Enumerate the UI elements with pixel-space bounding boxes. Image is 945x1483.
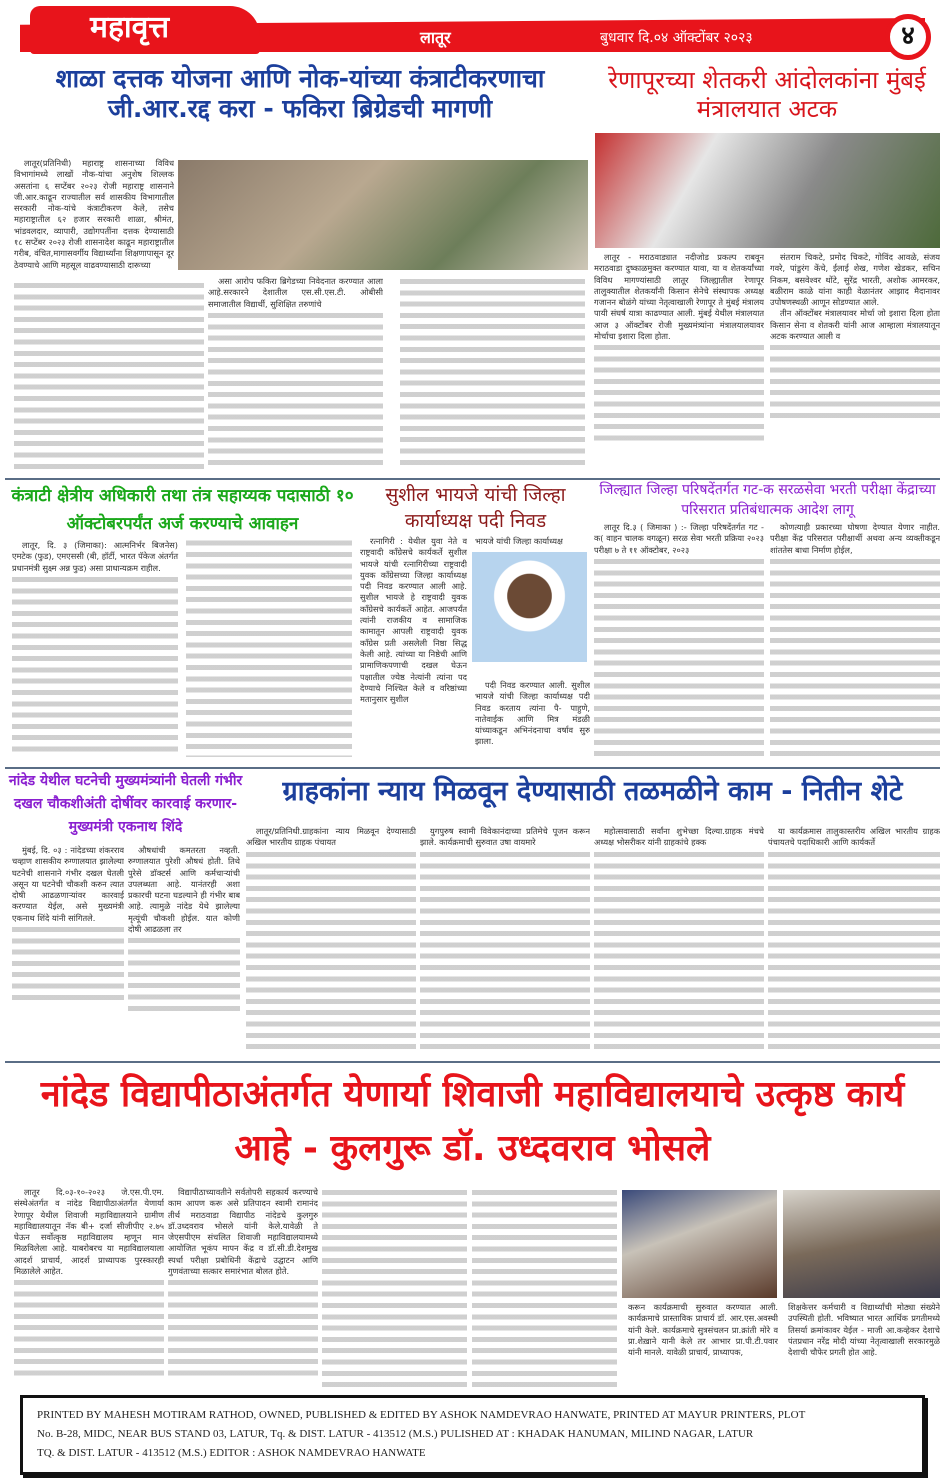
- article-text: [14, 1277, 164, 1377]
- article-body: [12, 540, 352, 762]
- photo-caption: करून कार्यक्रमाची सुरुवात करण्यात आली. कार्यक्रमाचे प्रास्ताविक प्राचार्य डॉ. आर.एस.अवस्थी यांनी केले. कार्यक्रमाचे सुत्रसंचलन प्रा.क्रांती मोरे व प्रा.शेख़ाने यानी केले तर आभार प्रा.पी.टी.पवार यांनी मानले. यावेळी प्राचार्य, प्राध्यापक,: [628, 1302, 778, 1358]
- paragraph: पदी निवड करण्यात आली. सुशील भायजे यांची जिल्हा कार्याध्यक्ष पदी निवड करताय त्यांना पै- पाहुणे, नातेवाईक आणि मित्र मंडळी यांच्याकडून अभिनंदनाचा वर्षाव सुरु झाला.: [475, 680, 590, 747]
- paragraph: लातूर, दि. ३ (जिमाका): आत्मनिर्भर बिजनेस) एमटेक (फुड), एमएससी (बी, हॉर्टी, भारत पॅकेज अंतर्गत प्रधानमंत्री सुक्ष्म अन्न फुड) असा प्राधान्यक्रम राहील.: [12, 540, 178, 573]
- protest-photo: [178, 160, 588, 270]
- headline-shala: शाळा दत्तक योजना आणि नोक-यांच्या कंत्राटीकरणाचा जी.आर.रद्द करा - फकिरा ब्रिग्रेडची मागणी: [55, 64, 545, 123]
- article-text: [12, 924, 124, 1004]
- article-text: [770, 556, 940, 756]
- paragraph: लातूर/प्रतिनिधी.ग्राहकांना न्याय मिळवून देण्यासाठी अखिल भारतीय ग्राहक पंचायत: [246, 826, 416, 848]
- headline-sushil: सुशील भायजे यांची जिल्हा कार्याध्यक्ष पदी निवड: [385, 484, 566, 532]
- imprint-line: PRINTED BY MAHESH MOTIRAM RATHOD, OWNED, PUBLISHED & EDITED BY ASHOK NAMDEVRAO HANWATE, PRINTED AT MAYUR PRINTERS, PLOT: [37, 1409, 806, 1421]
- headline-shivaji: नांदेड विद्यापीठाअंतर्गत येणार्या शिवाजी महाविद्यालयाचे उत्कृष्ठ कार्य आहे - कुलगुरू डॉ. उध्दवराव भोसले: [40, 1074, 905, 1169]
- paragraph: लातूर(प्रतिनिधी) महाराष्ट्र शासनाच्या विविध विभागांमध्ये लाखों नौक-यांचा अनुशेष शिल्लक असतांना ६ सप्टेंबर २०२३ रोजी महाराष्ट्र शासनाने जी.आर.काढून राज्यातील सर्व शासकीय विभागातील सरकारी नोक-यांचे कंत्राटीकरण केले, तसेच महाराष्ट्रातील ६२ हजार सरकारी शाळा, श्रीमंत, भांडवलदार, व्यापारी, उद्योगपतींना दत्तक देण्यासाठी १८ सप्टेंबर २०२३ रोजी शासनादेश काढून महाराष्ट्रातील गरीब, वंचित,मागासवर्गीय विद्यार्थ्यांना शिक्षणापासून दूर ठेवण्याचे आणि महसूल वाढवण्यासाठी दारूच्या: [14, 158, 174, 270]
- article-text: [472, 1187, 617, 1387]
- imprint-line: TQ. & DIST. LATUR - 413512 (M.S.) EDITOR : ASHOK NAMDEVRAO HANWATE: [37, 1447, 426, 1459]
- date: बुधवार दि.०४ ऑक्टोंबर २०२३: [600, 30, 753, 46]
- article-text: [770, 342, 940, 422]
- paragraph: औषधांची कमतरता नव्हती. रुग्णालयात पुरेशी औषधं होती. तिथे पुरेसे डॉक्टर्स आणि कर्मचाऱ्यांची उपलब्धता आहे. यानंतरही अशा प्रकारची घटना घडल्याने ही गंभीर बाब आहे. त्यामुळे नांदेड येथे झालेल्या मृत्यूंची चौकशी होईल. यात कोणी दोषी आढळला तर: [128, 845, 240, 935]
- article-text: [14, 280, 204, 470]
- city: लातूर: [420, 28, 451, 47]
- article-body: [14, 1187, 164, 1392]
- paragraph: रत्नागिरी : येथील युवा नेते व राष्ट्रवादी काँग्रेसचे कार्यकर्ते सुशील भायजे यांची रत्नागिरीच्या राष्ट्रवादी युवक काँग्रेसच्या जिल्हा कार्याध्यक्ष पदी निवड करण्यात आली आहे. सुशील भायजे हे राष्ट्रवादी युवक काँग्रेसचे कार्यकर्ते आहेत. आजपर्यंत त्यांनी राजकीय व सामाजिक कामातून आपली राष्ट्रवादी युवक काँग्रेस प्रती असलेली निष्ठा सिद्ध केली आहे. त्यांच्या या निष्ठेची आणि प्रामाणिकपणाची दखल घेऊन पक्षातील ज्येष्ठ नेत्यांनी त्यांना पद देण्याचे निश्चित केले व वरिष्ठांच्या मतानुसार सुशील: [360, 536, 467, 705]
- headline-kantrati: कंत्राटी क्षेत्रीय अधिकारी तथा तंत्र सहाय्यक पदासाठी १० ऑक्टोबरपर्यंत अर्ज करण्याचे आवाहन: [11, 486, 354, 534]
- paragraph: महोत्सवासाठी सर्वांना शुभेच्छा दिल्या.ग्राहक मंचचे अध्यक्ष भोसरीकर यांनी ग्राहकांचे हक्क: [594, 826, 764, 848]
- article-body: भायजे यांची जिल्हा कार्याध्यक्ष: [475, 536, 563, 546]
- article-text: [322, 1187, 467, 1387]
- headline-bharti: जिल्ह्यात जिल्हा परिषदेंतर्गत गट-क सरळसेवा भरती परीक्षा केंद्राच्या परिसरात प्रतिबंधात्मक आदेश लागू: [599, 482, 936, 518]
- paragraph: तीन ऑक्टोंबर मंत्रालयावर मोर्चा जो इशारा दिला होता किसान सेना व शेतकरी यांनी आज आम्हाला मंत्रालयातून अटक करण्यात आली व: [770, 308, 940, 342]
- article-text: [768, 849, 940, 1051]
- event-photo: [622, 1190, 777, 1298]
- paragraph: विद्यापीठाच्यावतीने सर्वतोपरी सहकार्य करण्याचे काम आपण करू असे प्रतिपादन स्वामी रामानंद तीर्थ मराठवाडा विद्यापीठ नांदेडचे कुलगुरु डॉ.उध्दवराव भोसले यांनी केले.यावेळी ते जेएसपीएम संचलित शिवाजी महाविद्यालयामध्ये आयोजित भूकंप मापन केंद्र व डॉ.सी.डी.देशमुख स्पर्धा परीक्षा प्रबोधिनी केंद्राचे उद्घाटन आणि गुणवंताच्या सत्कार समारंभात बोलत होते.: [168, 1187, 318, 1277]
- article-text: [128, 935, 240, 1015]
- article-body: [475, 680, 590, 764]
- article-body: [14, 158, 174, 278]
- article-body: [594, 522, 764, 764]
- article-body: [770, 522, 940, 764]
- article-body: [770, 252, 940, 474]
- paragraph: लातूर - मराठवाड्यात नदीजोड प्रकल्प राबवून मराठवाडा दुष्काळमुक्त करण्यात यावा, या व शेतकर्यांच्या विविध मागण्यांसाठी लातूर जिल्ह्यातील रेणापूर तालुक्यातील शेतकर्यांनी किसान सेनेचे संस्थापक अध्यक्ष गजानन बोळंगे यांच्या नेतृत्वाखाली रेणापूर ते मुंबई मंत्रालय पायी संघर्ष यात्रा काढण्यात आली. मुंबई येथील मंत्रालयात आज ३ ऑक्टोंबर रोजी मुख्यमंत्र्यांना मंत्रालयालयावर मोर्चाचा इशारा दिला होता.: [594, 252, 764, 342]
- article-body: [768, 826, 940, 1051]
- paragraph: युगपुरुष स्वामी विवेकानंदाच्या प्रतिमेचे पूजन करून झाले. कार्यक्रमाची सुरुवात उषा वायमारे: [420, 826, 590, 848]
- article-text: [246, 849, 416, 1051]
- audience-photo: [783, 1190, 940, 1298]
- article-body: [360, 536, 467, 762]
- divider: [5, 1061, 940, 1063]
- paragraph: कोणत्याही प्रकारच्या घोषणा देण्यात येणार नाहीत. परीक्षा केंद्र परिसरात परीक्षार्थी अथवा अन्य व्यक्तीकडून शांततेस बाधा निर्माण होईल,: [770, 522, 940, 555]
- paragraph: मुंबई, दि. ०३ : नांदेडच्या शंकरराव चव्हाण शासकीय रुग्णालयात झालेल्या घटनेची शासनाने गंभीर दखल घेतली असून या घटनेची चौकशी करुन त्यात दोषी आढळणाऱ्यांवर कारवाई करण्यात येईल, असे मुख्यमंत्री एकनाथ शिंदे यांनी सांगितले.: [12, 845, 124, 923]
- article-body: [128, 845, 240, 1050]
- article-body: [12, 845, 124, 1050]
- paragraph: असा आरोप फकिरा ब्रिगेडच्या निवेदनात करण्यात आला आहे.सरकारने देशातील एस.सी.एस.टी. ओबीसी समाजातील विद्यार्थी, सुशिक्षित तरुणांचे: [208, 276, 383, 309]
- masthead: महावृत्त: [30, 6, 260, 54]
- article-body: [594, 252, 764, 474]
- farmers-photo: [595, 133, 940, 248]
- article-text: [168, 1277, 318, 1377]
- article-text: [400, 276, 585, 471]
- article-body: [594, 826, 764, 1051]
- headline-nanded: नांदेड येथील घटनेची मुख्यमंत्र्यांनी घेतली गंभीर दखल चौकशीअंती दोषींवर कारवाई करणार-मुख्यमंत्री एकनाथ शिंदे: [8, 773, 243, 835]
- portrait-photo: [472, 552, 587, 662]
- article-text: [594, 342, 764, 442]
- article-text: [208, 310, 383, 470]
- paragraph: लातूर दि.३ ( जिमाका ) :- जिल्हा परिषदेंतर्गत गट - क( वाहन चालक वगळून) सरळ सेवा भरती प्रक्रिया २०२३ परीक्षा ७ ते ११ ऑक्टोबर, २०२३: [594, 522, 764, 555]
- article-body: [420, 826, 590, 1051]
- headline-grahak: ग्राहकांना न्याय मिळवून देण्यासाठी तळमळीने काम - नितीन शेटे: [282, 776, 903, 807]
- divider: [5, 767, 940, 769]
- page-number: ४: [885, 14, 931, 60]
- paragraph: संतराम चिकटे, प्रमोद चिकटे, गोविंद आवळे, संजय गवरे, पांडुरंग केंचे, ईलाई शेख, गणेश खेडकर, सचिन निकम, बसवेश्वर थोंटे, सुरेंद्र भारती, अशोक आमरकर, बळीराम काळे यांना काही वेळानंतर आझाद मैदानावर उपोषणस्थळी आणून सोडण्यात आले.: [770, 252, 940, 308]
- photo-caption: शिक्षकेत्तर कर्मचारी व विद्यार्थ्यांची मोठ्या संख्येने उपस्थिती होती. भविष्यात भारत आर्थिक प्रगतीमध्ये तिसर्या क्रमांकावर येईल - माजी आ.कव्हेकर देशाचे पंतप्रधान नरेंद्र मोदी यांच्या नेतृत्वाखाली सरकारमुळे देशाची चौफेर प्रगती होत आहे.: [788, 1302, 940, 1358]
- headline-renapur: रेणापूरच्या शेतकरी आंदोलकांना मुंबई मंत्रालयात अटक: [608, 66, 926, 123]
- imprint-footer: [20, 1395, 925, 1475]
- paragraph: या कार्यक्रमास तालुकास्तरीय अखिल भारतीय ग्राहक पंचायतचे पदाधिकारी आणि कार्यकर्ते: [768, 826, 940, 848]
- article-text: [594, 556, 764, 756]
- article-body: [246, 826, 416, 1051]
- imprint-line: No. B-28, MIDC, NEAR BUS STAND 03, LATUR, Tq. & DIST. LATUR - 413512 (M.S.) PULISHED AT : KHADAK HANUMAN, MILIND NAGAR, LATUR: [37, 1428, 754, 1440]
- paragraph: लातूर दि.०३-१०-२०२३ जे.एस.पी.एम. संस्थेअंतर्गत व नांदेड विद्यापीठाअंतर्गत येणार्या रेणापूर येथील शिवाजी महाविद्यालयाने ग्रामीण महाविद्यालयातून नॅक बी+ दर्जा सीजीपीए २.७५ घेऊन सर्वोत्कृष्ठ महाविद्यालय म्हणून मान मिळविलेला आहे. याबरोबरच या महाविद्यालयाला आदर्श प्राचार्य, आदर्श प्राध्यापक पुरस्कारही मिळालेले आहेत.: [14, 1187, 164, 1277]
- article-body: [208, 276, 383, 471]
- article-text: [420, 849, 590, 1051]
- article-text: [594, 849, 764, 1051]
- article-body: [168, 1187, 318, 1392]
